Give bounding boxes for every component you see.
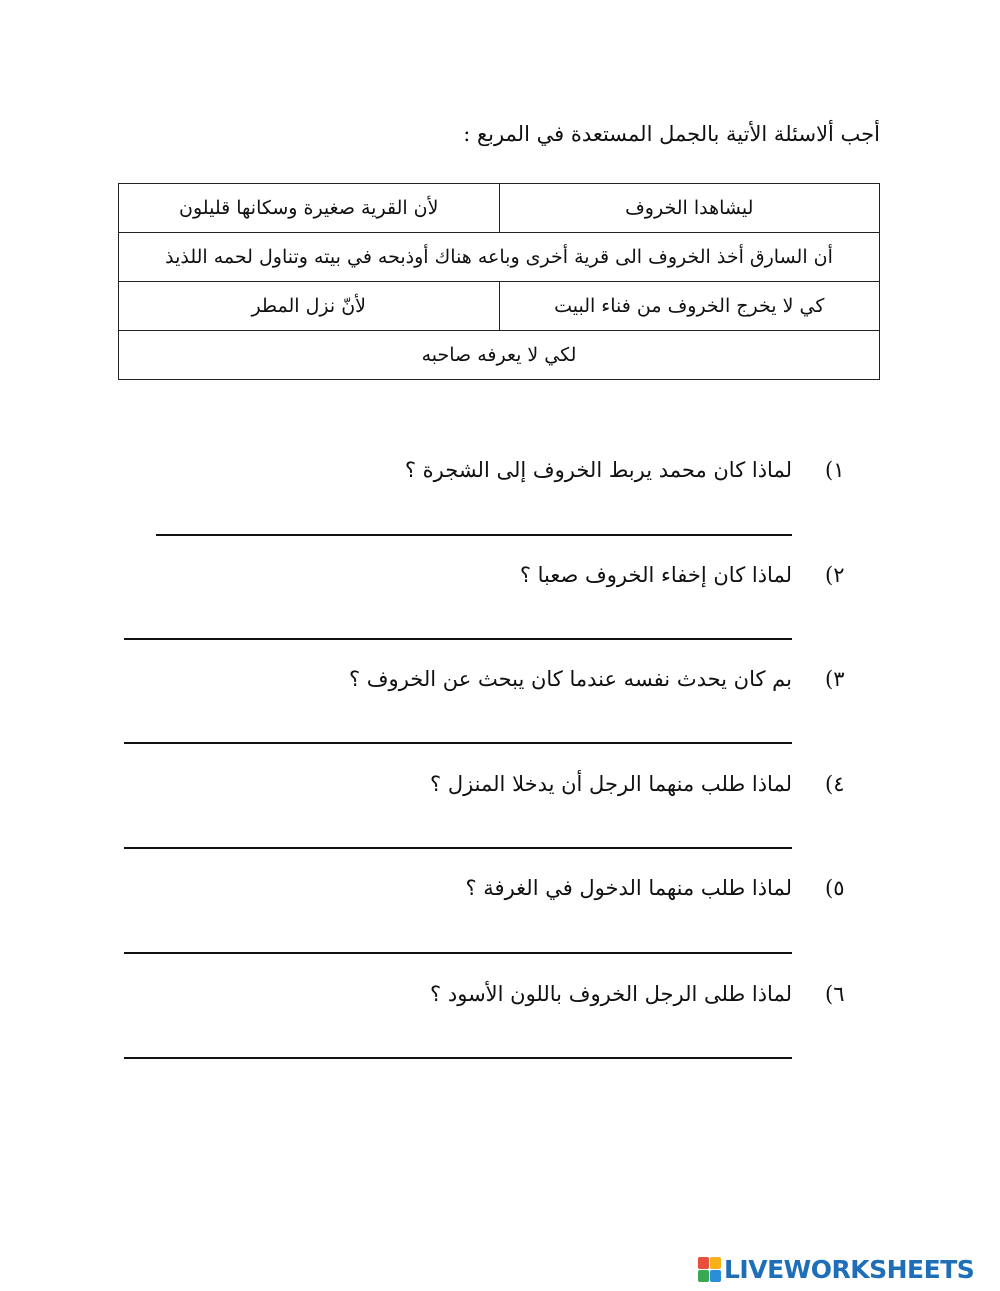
table-cell: أن السارق أخذ الخروف الى قرية أخرى وباعه هناك أوذبحه في بيته وتناول لحمه اللذيذ [119,233,880,282]
answer-line-6[interactable] [124,1057,792,1059]
question-number: ١) [825,458,845,482]
table-row [119,233,880,282]
table-cell: كي لا يخرج الخروف من فناء البيت [499,282,880,331]
answer-line-1[interactable] [156,534,792,536]
question-text: لماذا طلب منهما الدخول في الغرفة ؟ [465,876,792,900]
question-number: ٣) [825,667,845,691]
answer-box-table [118,183,880,380]
answer-line-5[interactable] [124,952,792,954]
table-row [119,331,880,380]
logo-square [698,1257,709,1269]
answer-line-2[interactable] [124,638,792,640]
question-number: ٦) [825,982,845,1006]
logo-text: LIVEWORKSHEETS [724,1254,975,1284]
question-number: ٤) [825,772,845,796]
answer-line-3[interactable] [124,742,792,744]
instruction-text: أجب ألاسئلة الأتية بالجمل المستعدة في المربع : [463,122,880,146]
logo-icon [698,1257,721,1282]
table-cell: لكي لا يعرفه صاحبه [119,331,880,380]
table-row [119,282,880,331]
answer-line-4[interactable] [124,847,792,849]
question-text: لماذا طلى الرجل الخروف باللون الأسود ؟ [430,982,792,1006]
question-number: ٢) [825,563,845,587]
question-text: بم كان يحدث نفسه عندما كان يبحث عن الخروف ؟ [348,667,792,691]
table-cell: ليشاهدا الخروف [499,184,880,233]
question-text: لماذا كان إخفاء الخروف صعبا ؟ [519,563,792,587]
table-row [119,184,880,233]
question-text: لماذا طلب منهما الرجل أن يدخلا المنزل ؟ [430,772,792,796]
logo-square [710,1270,721,1282]
logo-square [698,1270,709,1282]
liveworksheets-logo [698,1255,974,1283]
question-text: لماذا كان محمد يربط الخروف إلى الشجرة ؟ [404,458,792,482]
table-cell: لأن القرية صغيرة وسكانها قليلون [119,184,500,233]
table-cell: لأنّ نزل المطر [119,282,500,331]
logo-square [710,1257,721,1269]
question-number: ٥) [825,876,845,900]
